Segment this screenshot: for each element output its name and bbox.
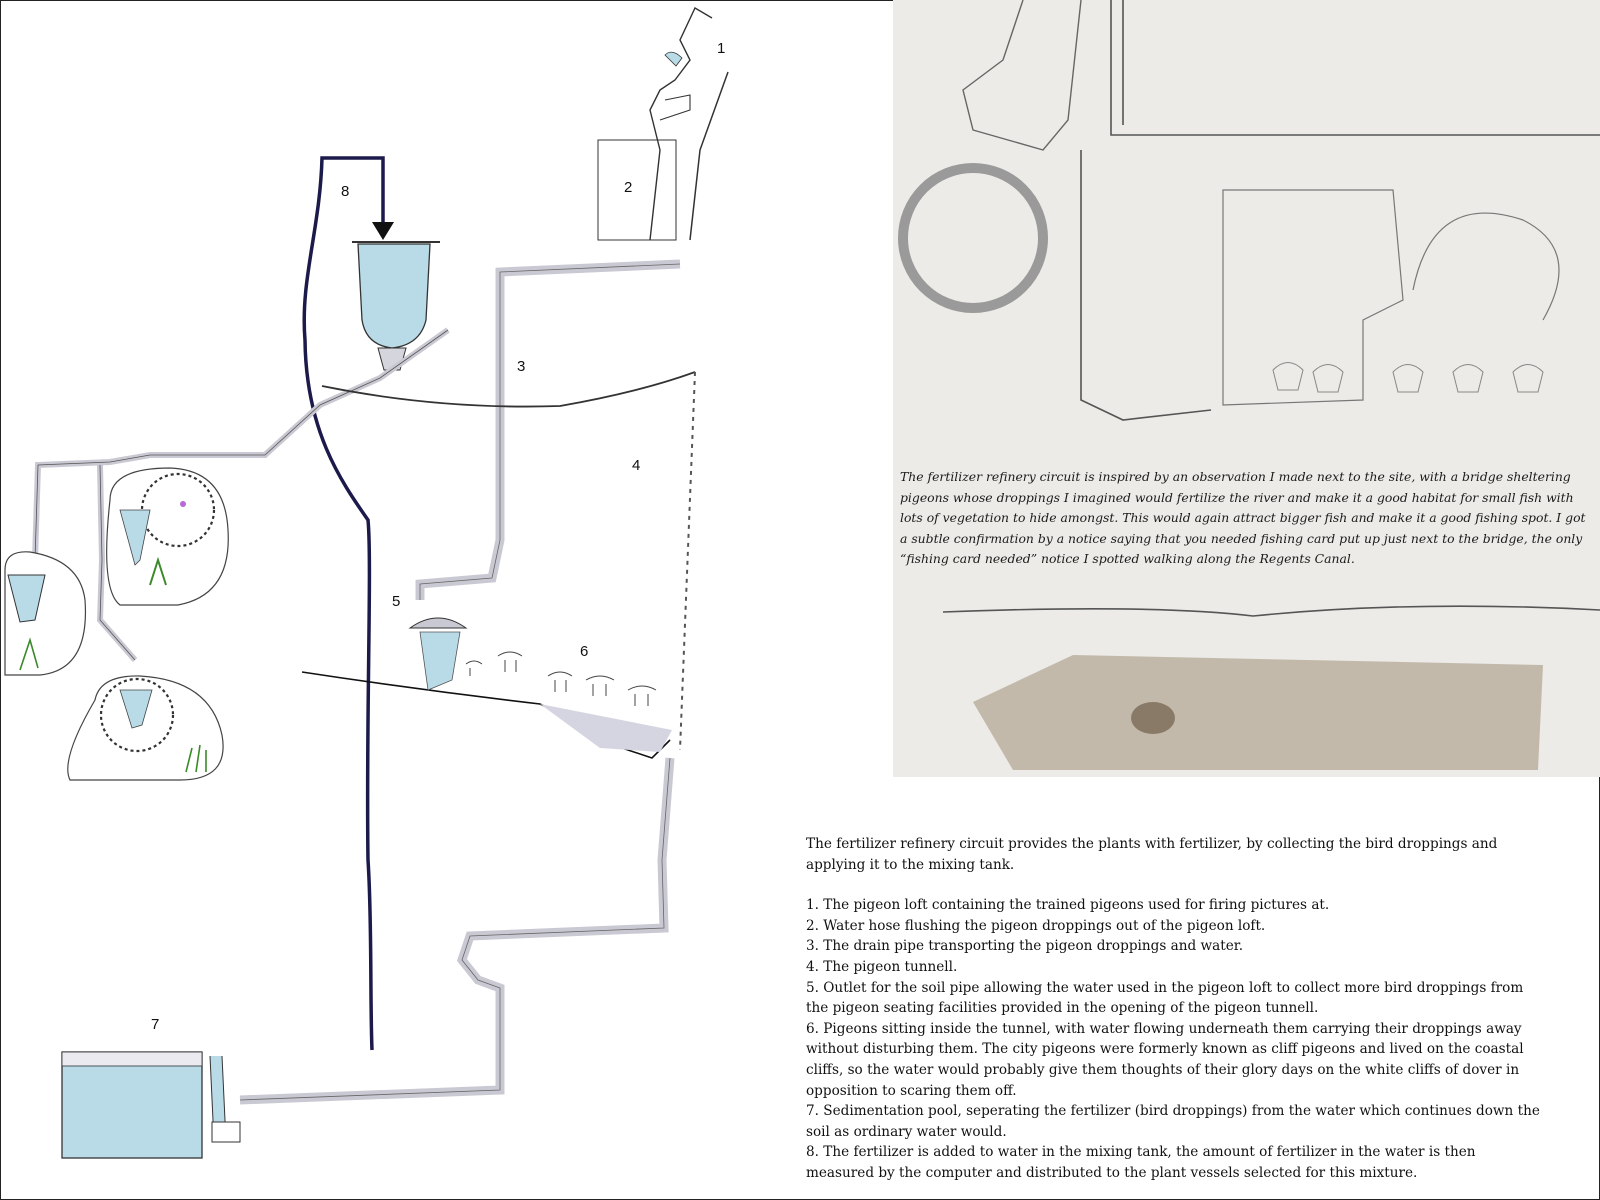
sketch-drawing: [893, 0, 1600, 777]
description-list: [806, 895, 1546, 1183]
label-1: 1: [717, 40, 726, 57]
plant-vessel-1: [107, 468, 229, 605]
list-item: 2. Water hose flushing the pigeon droppings out of the pigeon loft.: [806, 917, 1266, 934]
label-3: 3: [517, 358, 526, 375]
list-item: 8. The fertilizer is added to water in the mixing tank, the amount of fertilizer in the water is then measured by the computer and distributed to the plant vessels selected for this mixture.: [806, 1144, 1476, 1181]
drain-pipe: [420, 264, 680, 600]
sedimentation-pool: [62, 1052, 240, 1158]
feed-arrow: [372, 222, 394, 240]
soil-pipe-outlet: [410, 618, 466, 690]
sketch-caption: The fertilizer refinery circuit is inspired by an observation I made next to the site, with a bridge sheltering pigeons whose droppings I imagined would fertilize the river and make it a good habitat for small fish with lots of vegetation to hide amongst. This would again attract bigger fish and make it a good fishing spot. I got a subtle confirmation by a notice saying that you needed fishing card put up just next to the bridge, the only “fishing card needed” notice I spotted walking along the Regents Canal.: [900, 469, 1586, 567]
label-7: 7: [151, 1016, 160, 1033]
label-4: 4: [632, 457, 641, 474]
label-5: 5: [392, 593, 401, 610]
mixing-tank: [352, 242, 440, 370]
list-item: 5. Outlet for the soil pipe allowing the water used in the pigeon loft to collect more bird droppings from the pigeon seating facilities provided in the opening of the pigeon tunnell.: [806, 979, 1524, 1017]
inspiration-sketch: [893, 0, 1600, 777]
label-2: 2: [624, 179, 633, 196]
plant-vessel-2: [5, 552, 85, 675]
label-6: 6: [580, 643, 589, 660]
label-8: 8: [341, 183, 350, 200]
list-item: 1. The pigeon loft containing the trained pigeons used for firing pictures at.: [806, 897, 1330, 914]
list-item: 3. The drain pipe transporting the pigeon droppings and water.: [806, 938, 1244, 955]
list-item: 4. The pigeon tunnell.: [806, 958, 958, 975]
description-intro: The fertilizer refinery circuit provides the plants with fertilizer, by collecting the bird droppings and applying it to the mixing tank.: [806, 836, 1498, 873]
list-item: 6. Pigeons sitting inside the tunnel, with water flowing underneath them carrying their droppings away without disturbing them. The city pigeons were formerly known as cliff pigeons and lived on the coastal cliffs, so the water would probably give them thoughts of their glory days on the white cliffs of dover in opposition to scaring them off.: [806, 1020, 1524, 1099]
pigeon-loft: [598, 8, 728, 240]
plant-vessel-3: [68, 676, 223, 780]
circuit-description: [806, 834, 1546, 1184]
return-pipe: [240, 758, 670, 1100]
list-item: 7. Sedimentation pool, seperating the fertilizer (bird droppings) from the water which continues down the soil as ordinary water would.: [806, 1103, 1540, 1140]
